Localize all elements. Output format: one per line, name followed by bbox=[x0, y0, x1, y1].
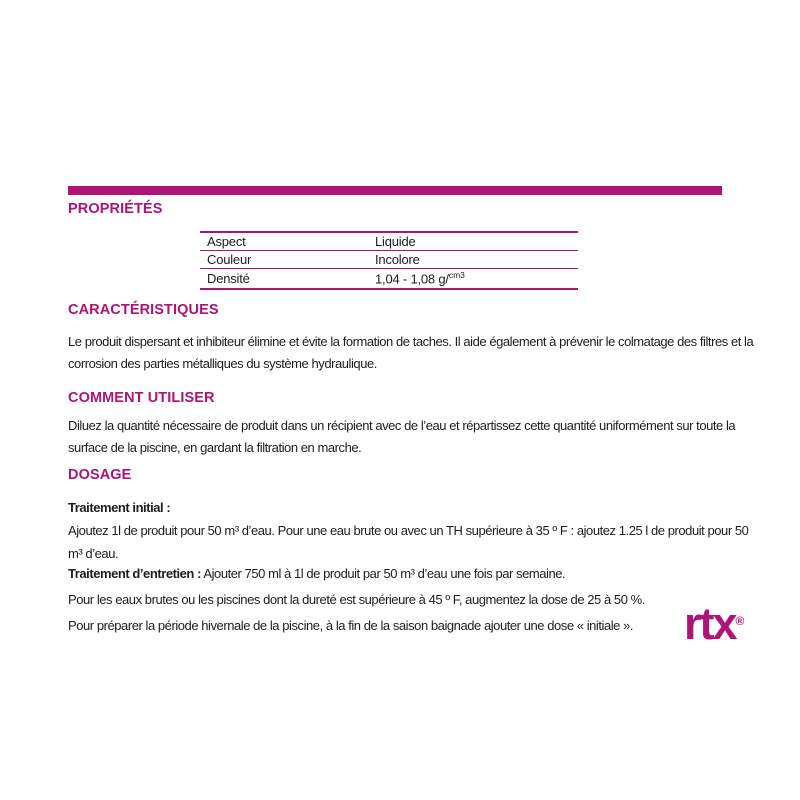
traitement-entretien-line bbox=[68, 563, 565, 585]
section-title-comment-utiliser: COMMENT UTILISER bbox=[68, 390, 215, 406]
eaux-brutes-line: Pour les eaux brutes ou les piscines dont la dureté est supérieure à 45 º F, augmentez la dose de 25 à 50 %. bbox=[68, 592, 645, 607]
rtx-logo bbox=[684, 598, 745, 649]
table-cell-value: Liquide bbox=[375, 234, 416, 249]
traitement-entretien-label: Traitement d’entretien : bbox=[68, 566, 201, 581]
accent-divider-bar bbox=[68, 186, 722, 195]
registered-trademark-icon: ® bbox=[735, 614, 745, 628]
density-unit-superscript: cm3 bbox=[448, 270, 465, 281]
table-row-densite bbox=[200, 269, 578, 288]
periode-hivernale-line: Pour préparer la période hivernale de la piscine, à la fin de la saison baignade ajouter une dose « initiale ». bbox=[68, 618, 634, 633]
rtx-logo-text: rtx bbox=[684, 598, 736, 649]
caracteristiques-paragraph: Le produit dispersant et inhibiteur élimine et évite la formation de taches. Il aide également à prévenir le colmatage des filtres et la corrosion des parties métalliques du système hydraulique. bbox=[68, 334, 754, 371]
section-title-dosage: DOSAGE bbox=[68, 467, 132, 483]
density-value: 1,04 - 1,08 g/ bbox=[375, 271, 449, 287]
section-title-proprietes: PROPRIÉTÉS bbox=[68, 201, 163, 217]
table-cell-label: Couleur bbox=[207, 252, 252, 267]
section-title-caracteristiques: CARACTÉRISTIQUES bbox=[68, 302, 219, 318]
table-cell-value bbox=[375, 270, 578, 286]
table-cell-label: Densité bbox=[207, 271, 250, 286]
table-cell-label: Aspect bbox=[207, 234, 246, 249]
traitement-entretien-text: Ajouter 750 ml à 1l de produit par 50 m³ d’eau une fois par semaine. bbox=[200, 566, 566, 581]
table-cell-value: Incolore bbox=[375, 252, 420, 267]
traitement-initial-paragraph: Ajoutez 1l de produit pour 50 m³ d’eau. Pour une eau brute ou avec un TH supérieure à 35 º F : ajoutez 1.25 l de produit pour 50 m³ d’eau. bbox=[68, 523, 749, 561]
table-row-aspect bbox=[200, 233, 578, 251]
comment-utiliser-paragraph: Diluez la quantité nécessaire de produit dans un récipient avec de l’eau et répartissez cette quantité uniformément sur toute la surface de la piscine, en gardant la filtration en marche. bbox=[68, 418, 736, 455]
traitement-initial-label: Traitement initial : bbox=[68, 500, 171, 515]
table-row-couleur bbox=[200, 251, 578, 269]
properties-table bbox=[200, 231, 578, 290]
